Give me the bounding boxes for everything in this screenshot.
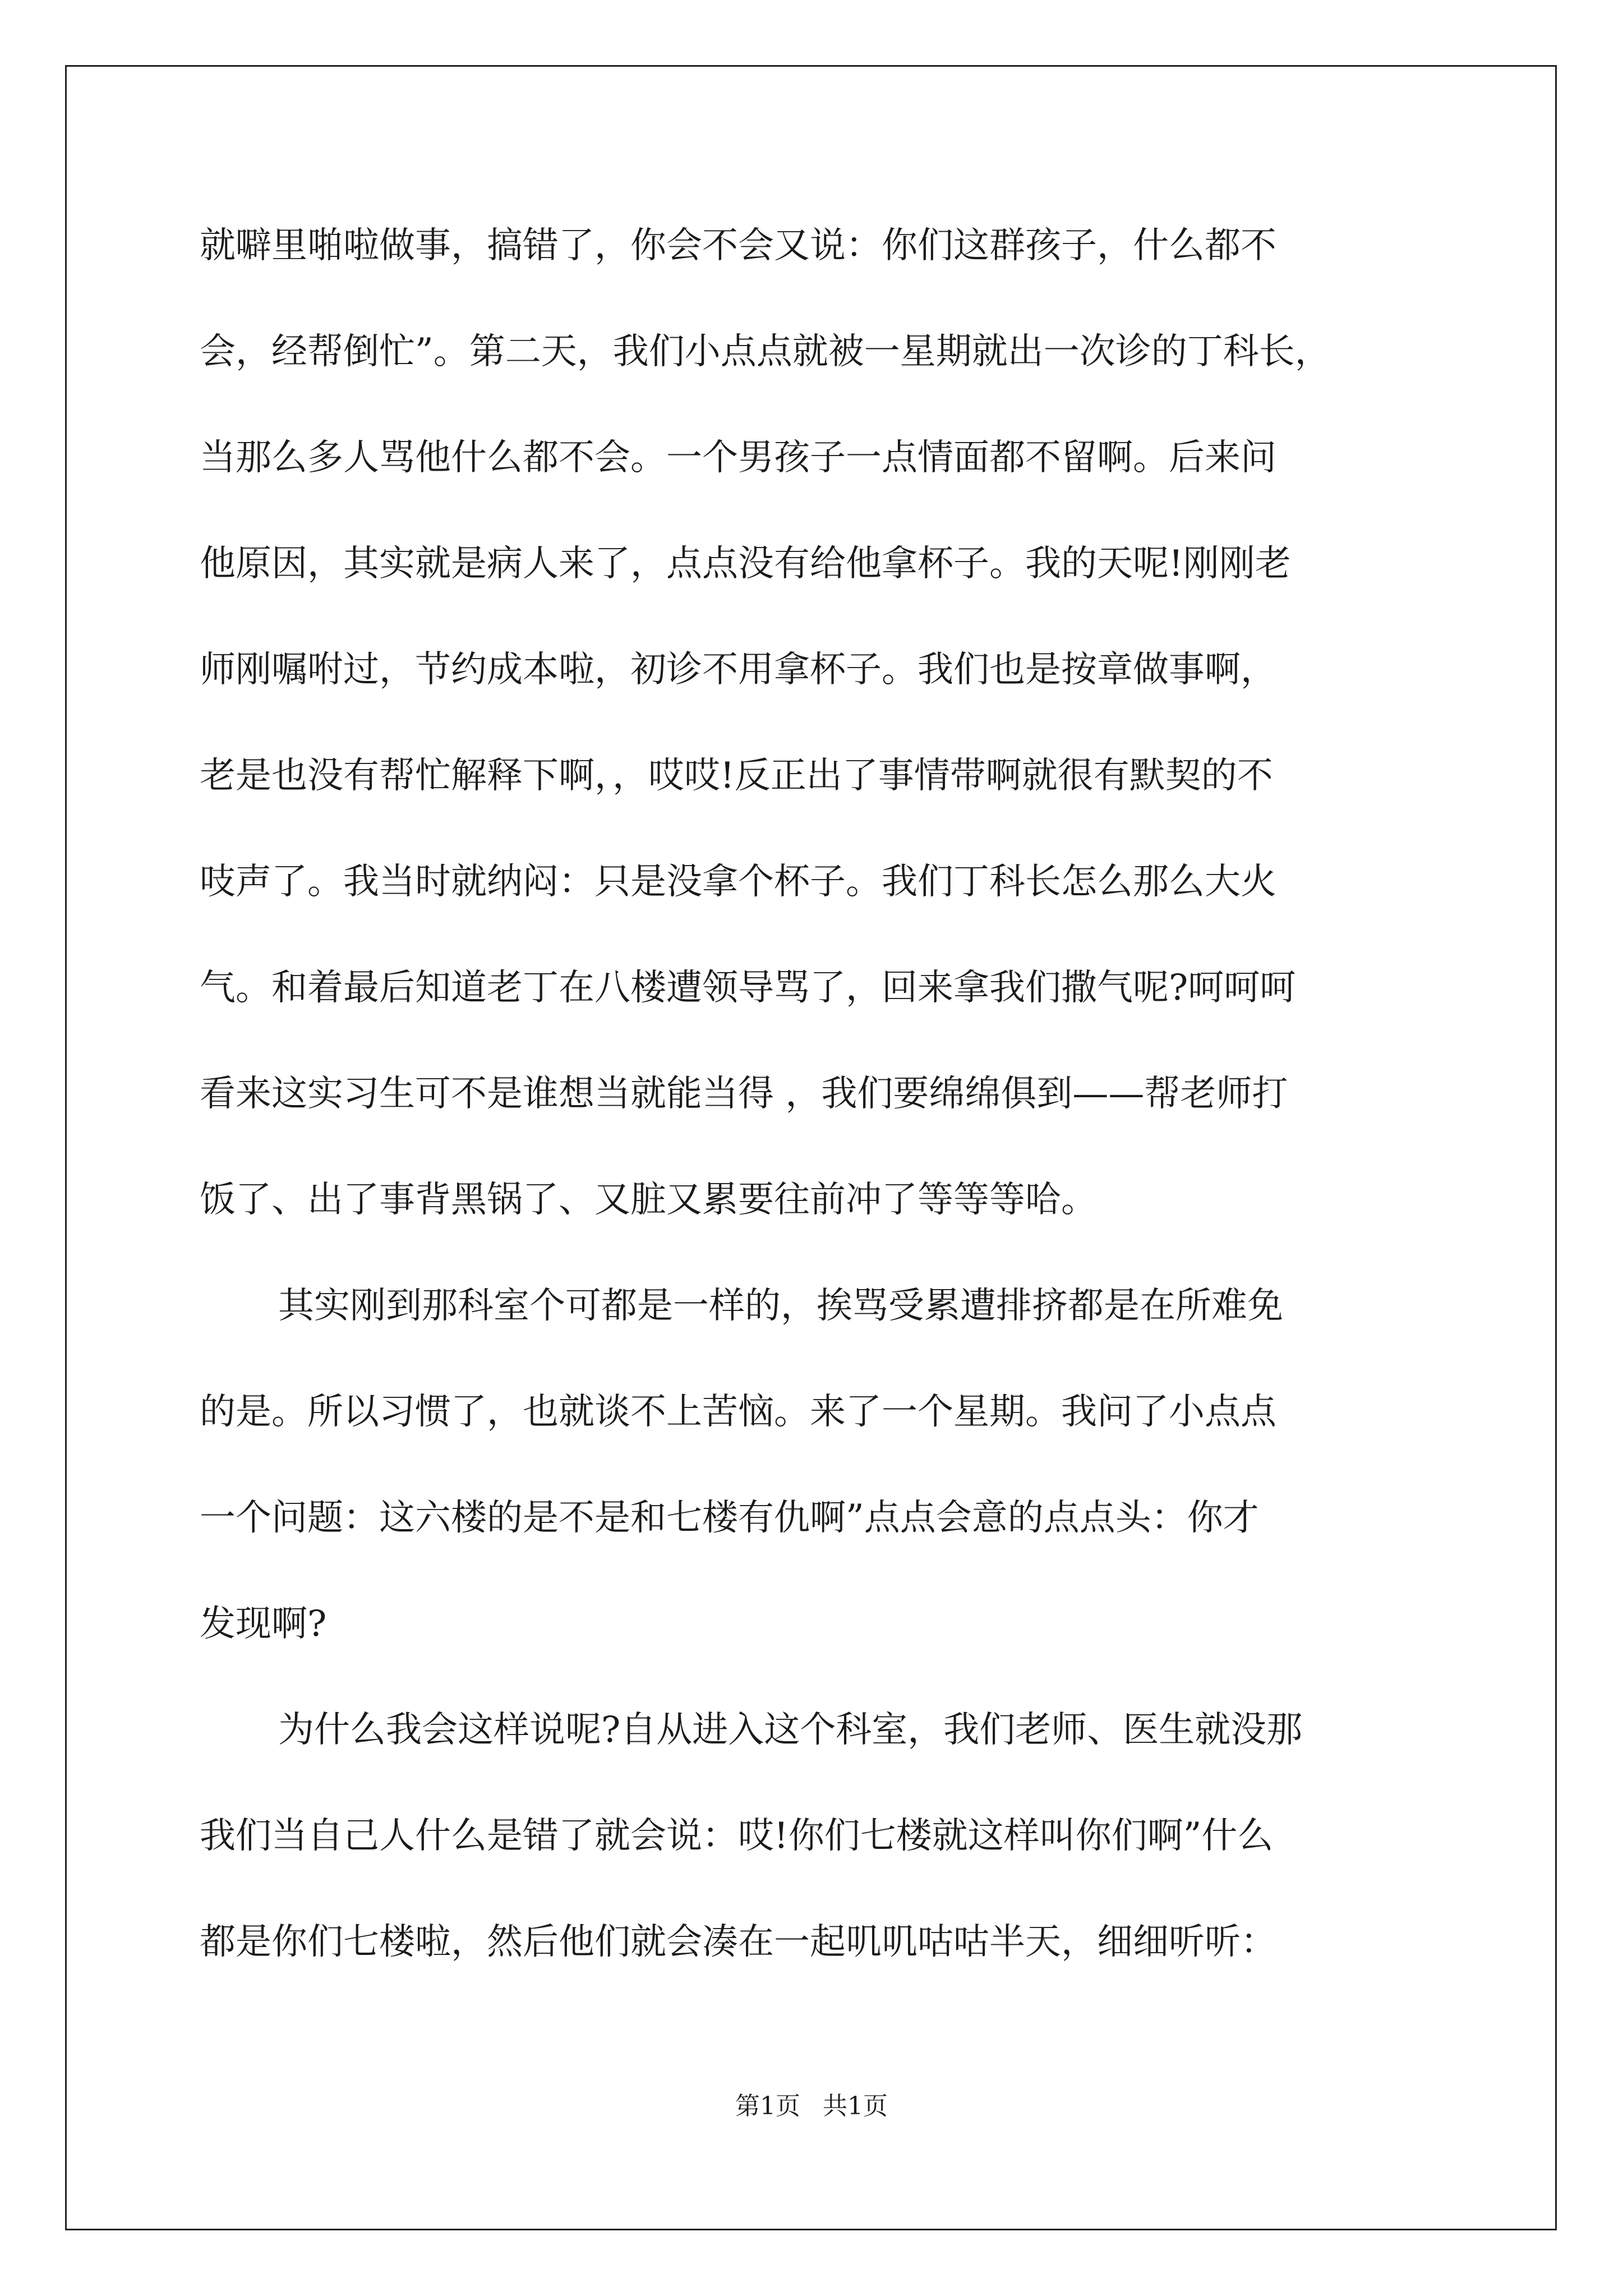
text-line: 我们当自己人什么是错了就会说：哎!你们七楼就这样叫你们啊”什么 xyxy=(200,1815,1274,1857)
paragraph-start-line: 为什么我会这样说呢?自从进入这个科室，我们老师、医生就没那 xyxy=(278,1709,1303,1751)
page-number: 第1页 xyxy=(735,2092,800,2120)
text-line: 老是也没有帮忙解释下啊，，哎哎!反正出了事情带啊就很有默契的不 xyxy=(200,755,1273,797)
text-line: 饭了、出了事背黑锅了、又脏又累要往前冲了等等等哈。 xyxy=(200,1179,1097,1221)
text-line: 看来这实习生可不是谁想当就能当得 ，我们要绵绵俱到——帮老师打 xyxy=(200,1073,1288,1115)
text-line: 的是。所以习惯了，也就谈不上苦恼。来了一个星期。我问了小点点 xyxy=(200,1391,1276,1433)
text-line: 就噼里啪啦做事，搞错了，你会不会又说：你们这群孩子，什么都不 xyxy=(200,225,1276,266)
text-line: 一个问题：这六楼的是不是和七楼有仇啊”点点会意的点点头：你才 xyxy=(200,1497,1259,1539)
text-line: 会，经帮倒忙”。第二天，我们小点点就被一星期就出一次诊的丁科长， xyxy=(200,331,1331,372)
text-line: 当那么多人骂他什么都不会。一个男孩子一点情面都不留啊。后来问 xyxy=(200,437,1276,478)
text-line: 师刚嘱咐过，节约成本啦，初诊不用拿杯子。我们也是按章做事啊， xyxy=(200,649,1276,691)
page-total: 共1页 xyxy=(823,2092,888,2120)
text-line: 吱声了。我当时就纳闷：只是没拿个杯子。我们丁科长怎么那么大火 xyxy=(200,861,1276,903)
text-line: 都是你们七楼啦，然后他们就会凑在一起叽叽咕咕半天，细细听听： xyxy=(200,1921,1276,1963)
page-footer xyxy=(0,2090,1623,2123)
paragraph-start-line: 其实刚到那科室个可都是一样的，挨骂受累遭排挤都是在所难免 xyxy=(278,1285,1283,1327)
text-line: 他原因，其实就是病人来了，点点没有给他拿杯子。我的天呢!刚刚老 xyxy=(200,543,1291,585)
text-line: 气。和着最后知道老丁在八楼遭领导骂了，回来拿我们撒气呢?呵呵呵 xyxy=(200,967,1296,1009)
text-line: 发现啊? xyxy=(200,1603,327,1645)
document-body xyxy=(200,212,1433,2014)
